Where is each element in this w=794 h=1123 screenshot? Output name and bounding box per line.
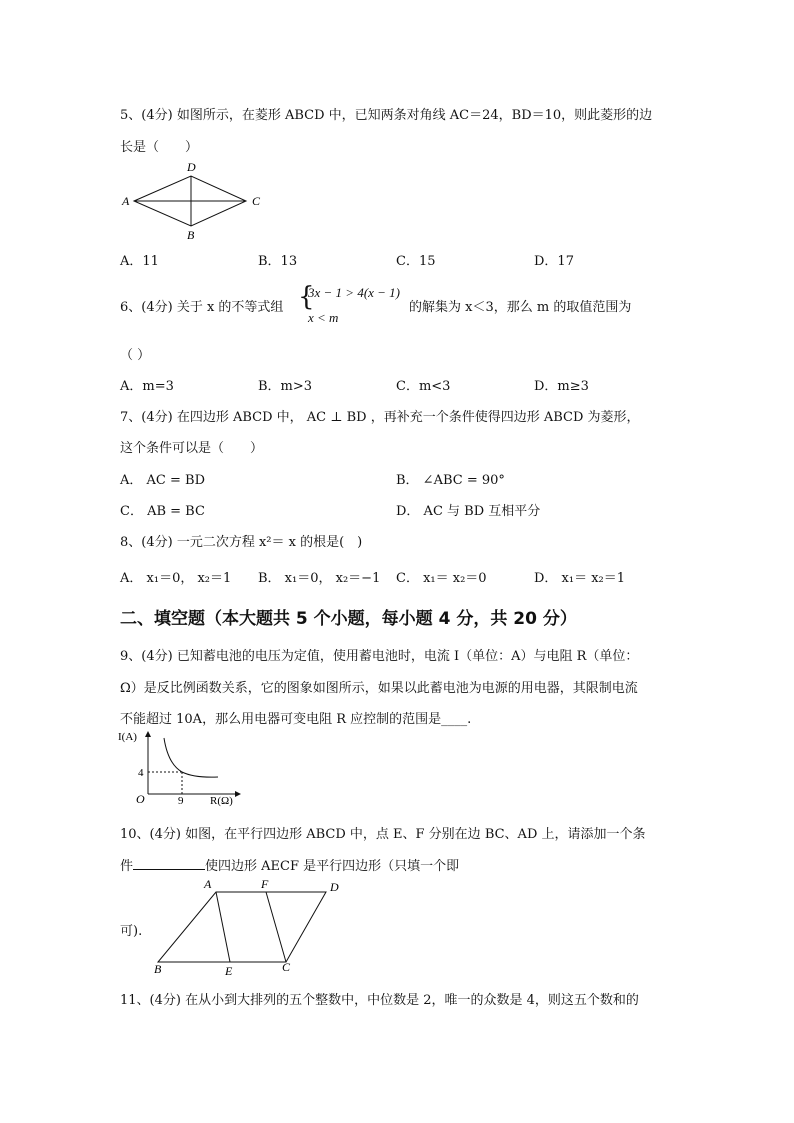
q10-vertex-d: D	[330, 880, 339, 894]
q8-option-a[interactable]: A． x₁＝0， x₂＝1	[120, 571, 232, 586]
q10-parallelogram-figure	[150, 874, 350, 980]
q7-option-a[interactable]: A． AC = BD	[120, 473, 205, 488]
q10-stem-line1: 10、(4分) 如图，在平行四边形 ABCD 中，点 E、F 分别在边 BC、AD 上，请添加一个条	[120, 827, 646, 842]
q10-stem-line2-start: 件	[120, 859, 134, 874]
q10-stem-line3: 可).	[120, 924, 143, 939]
q6-stem-prefix: 6、(4分) 关于 x 的不等式组	[120, 300, 284, 315]
q10-vertex-e: E	[225, 964, 233, 978]
q9-stem-line3: 不能超过 10A，那么用电器可变电阻 R 应控制的范围是____.	[120, 712, 472, 727]
q7-stem-line2: 这个条件可以是（ ）	[120, 441, 264, 456]
q5-vertex-a: A	[122, 194, 130, 208]
q6-inequality-1: 3x − 1 > 4(x − 1)	[308, 285, 401, 300]
q5-vertex-b: B	[187, 228, 195, 242]
q5-stem-line1: 5、(4分) 如图所示，在菱形 ABCD 中，已知两条对角线 AC＝24，BD＝10，则此菱形的边	[120, 108, 653, 123]
q6-option-a[interactable]: A．m=3	[120, 379, 174, 394]
q9-inverse-function-graph	[112, 728, 252, 810]
q5-option-b[interactable]: B．13	[258, 254, 298, 269]
q10-vertex-b: B	[154, 962, 162, 976]
q8-stem: 8、(4分) 一元二次方程 x²＝ x 的根是( )	[120, 535, 363, 550]
q8-option-c[interactable]: C． x₁＝ x₂＝0	[396, 571, 487, 586]
q10-stem-line2	[120, 855, 459, 874]
q8-option-b[interactable]: B． x₁＝0， x₂＝−1	[258, 571, 381, 586]
q10-vertex-f: F	[261, 877, 269, 891]
q8-option-d[interactable]: D． x₁＝ x₂＝1	[534, 571, 626, 586]
q5-option-a[interactable]: A．11	[120, 254, 159, 269]
q10-vertex-a: A	[204, 877, 212, 891]
q6-option-b[interactable]: B．m>3	[258, 379, 313, 394]
q5-stem-line2: 长是（ ）	[120, 140, 199, 155]
q9-y-tick-label: 4	[138, 767, 144, 779]
q9-stem-line1: 9、(4分) 已知蓄电池的电压为定值，使用蓄电池时，电流 I（单位：A）与电阻 R（单位：	[120, 649, 639, 664]
q5-vertex-c: C	[252, 194, 261, 208]
q7-option-d[interactable]: D． AC 与 BD 互相平分	[396, 504, 541, 519]
q9-stem-line2: Ω）是反比例函数关系，它的图象如图所示，如果以此蓄电池为电源的用电器，其限制电流	[120, 681, 638, 696]
q9-origin-label: O	[136, 792, 145, 806]
q6-stem-suffix: 的解集为 x＜3，那么 m 的取值范围为	[409, 300, 632, 315]
q9-x-tick-label: 9	[178, 795, 184, 807]
q9-y-axis-label: I(A)	[118, 731, 137, 743]
q6-option-c[interactable]: C．m<3	[396, 379, 451, 394]
q6-answer-paren: （ ）	[120, 348, 151, 363]
q6-option-d[interactable]: D．m≥3	[534, 379, 589, 394]
q7-option-b[interactable]: B． ∠ABC = 90°	[396, 473, 505, 488]
q5-vertex-d: D	[187, 160, 196, 174]
q7-option-c[interactable]: C． AB = BC	[120, 504, 205, 519]
section-2-heading: 二、填空题（本大题共 5 个小题，每小题 4 分，共 20 分）	[120, 609, 577, 629]
q5-option-d[interactable]: D．17	[534, 254, 574, 269]
q9-x-axis-label: R(Ω)	[210, 795, 233, 807]
q11-stem-line1: 11、(4分) 在从小到大排列的五个整数中，中位数是 2，唯一的众数是 4，则这五个数和的	[120, 993, 639, 1008]
q5-rhombus-figure	[118, 160, 268, 242]
q6-inequality-2: x < m	[308, 310, 339, 325]
q10-answer-blank[interactable]	[133, 869, 205, 870]
q10-stem-line2-end: 使四边形 AECF 是平行四边形（只填一个即	[205, 859, 460, 874]
q10-vertex-c: C	[282, 960, 291, 974]
q7-stem-line1: 7、(4分) 在四边形 ABCD 中， AC ⊥ BD ，再补充一个条件使得四边形 ABCD 为菱形，	[120, 410, 640, 425]
q6-system-brace: {	[298, 282, 315, 312]
q5-option-c[interactable]: C．15	[396, 254, 436, 269]
